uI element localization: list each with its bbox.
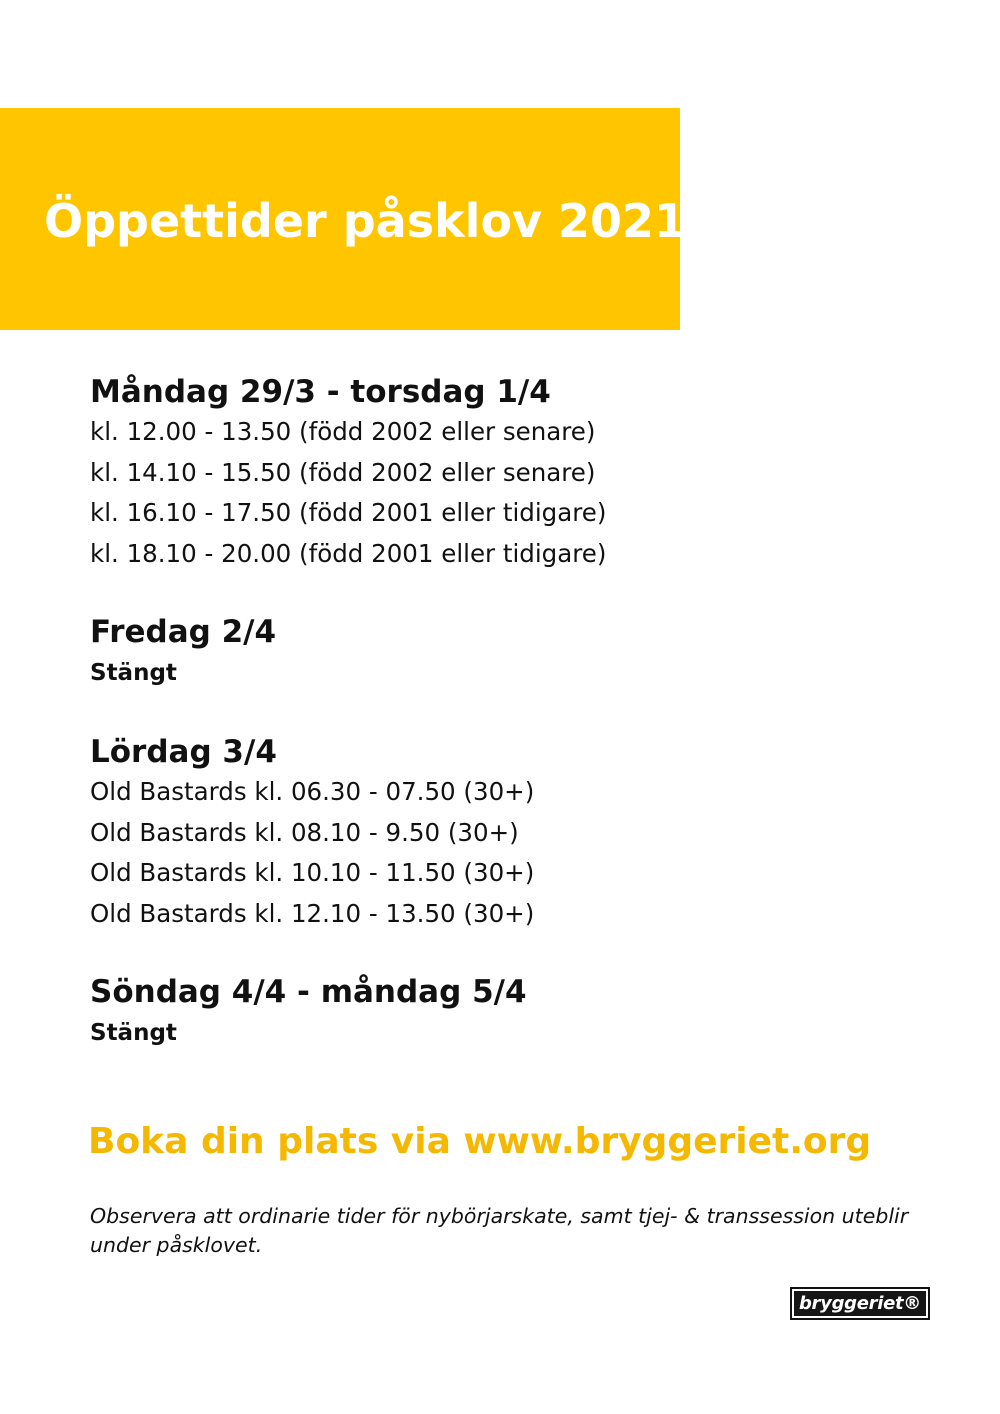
- bryggeriet-logo: [790, 1287, 930, 1320]
- time-slot: kl. 18.10 - 20.00 (född 2001 eller tidigare): [90, 538, 607, 568]
- notice-text: Observera att ordinarie tider för nybörjarskate, samt tjej- & transsession uteblir under påsklovet.: [90, 1204, 909, 1257]
- section-heading: Lördag 3/4: [90, 734, 277, 770]
- schedule-section-saturday: [90, 732, 950, 934]
- schedule-section-sun-mon: [90, 972, 950, 1054]
- time-slot: Old Bastards kl. 08.10 - 9.50 (30+): [90, 817, 519, 847]
- schedule-section-friday: [90, 612, 950, 694]
- section-heading: Måndag 29/3 - torsdag 1/4: [90, 374, 551, 410]
- schedule-section-mon-thu: [90, 372, 950, 574]
- closed-status: Stängt: [90, 1020, 177, 1046]
- time-slot: Old Bastards kl. 10.10 - 11.50 (30+): [90, 858, 535, 887]
- time-slot: Old Bastards kl. 12.10 - 13.50 (30+): [90, 898, 535, 928]
- page-title: Öppettider påsklov 2021: [44, 194, 687, 248]
- logo-text: bryggeriet®: [794, 1291, 926, 1316]
- booking-link[interactable]: Boka din plats via www.bryggeriet.org: [88, 1121, 872, 1162]
- schedule: [90, 372, 950, 1092]
- time-slot: kl. 12.00 - 13.50 (född 2002 eller senare): [90, 417, 596, 446]
- section-heading: Söndag 4/4 - måndag 5/4: [90, 974, 527, 1010]
- closed-status: Stängt: [90, 660, 177, 686]
- time-slot: Old Bastards kl. 06.30 - 07.50 (30+): [90, 777, 535, 806]
- time-slot: kl. 14.10 - 15.50 (född 2002 eller senare): [90, 457, 596, 487]
- time-slot: kl. 16.10 - 17.50 (född 2001 eller tidigare): [90, 498, 607, 527]
- section-heading: Fredag 2/4: [90, 614, 277, 650]
